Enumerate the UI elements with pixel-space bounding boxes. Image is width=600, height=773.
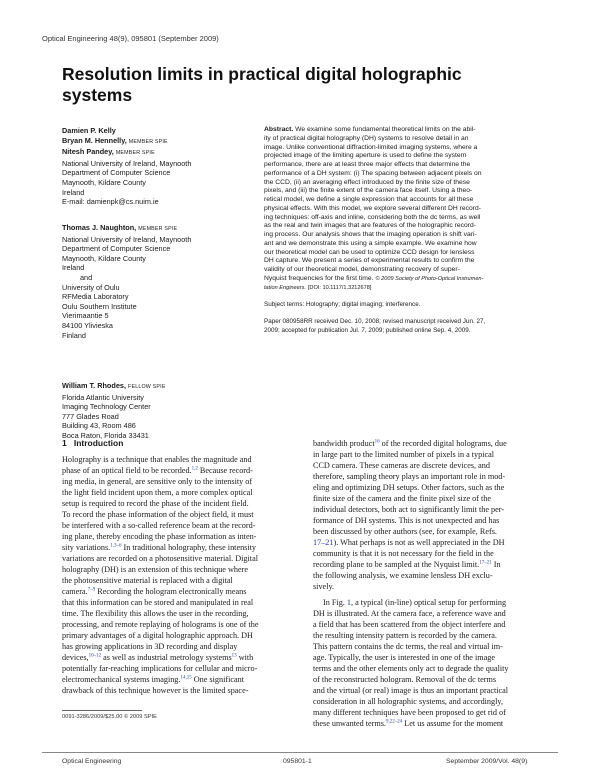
- abstract-line: as the real and twin images that are features of the holographic record-: [264, 222, 476, 230]
- body-line: the following analysis, we examine lensless DH exclu-: [313, 571, 493, 580]
- abstract-line: performance of a DH system: (i) The spacing between adjacent pixels on: [264, 169, 482, 177]
- affiliation-line: University of Oulu: [62, 282, 120, 292]
- abstract-line: validity of our theoretical model, demonstrating recovery of super-: [264, 266, 460, 273]
- body-left-column: [62, 454, 294, 696]
- abstract-label: Abstract.: [264, 126, 294, 133]
- paper-title: [62, 64, 462, 106]
- author-email[interactable]: E-mail: damienpk@cs.nuim.ie: [62, 197, 159, 207]
- body-line: 17–21). What perhaps is not as well appreciated in the DH: [313, 538, 505, 547]
- abstract-line: ing techniques: off-axis and inline, considering both the dc terms, as well: [264, 213, 481, 221]
- body-line: many different techniques have been proposed to get rid of: [313, 708, 506, 717]
- body-line: electromechanical systems imaging.$^{14,15}$ One significant: [62, 675, 244, 684]
- body-line: of the reconstructed hologram. Removal of the dc terms: [313, 675, 497, 684]
- affiliation-line: Ireland: [62, 263, 85, 273]
- body-line: potentially far-reaching implications for cellular and micro-: [62, 664, 258, 673]
- title-line-1: Resolution limits in practical digital holographic: [62, 64, 462, 84]
- subject-terms: Subject terms: Holography; digital imaging; interference.: [264, 301, 421, 308]
- affiliation-line: Finland: [62, 330, 86, 340]
- abstract-line: ing process. Our analysis shows that the imaging operation is shift vari-: [264, 231, 477, 238]
- body-line: recording plane to be sampled at the Nyquist limit.$^{17-21}$ In: [313, 560, 501, 569]
- journal-header: Optical Engineering 48(9), 095801 (September 2009): [42, 34, 219, 43]
- author-group-3: [62, 381, 166, 441]
- body-line: individual detectors, both act to significantly limit the per-: [313, 505, 505, 514]
- body-line: consideration in all holographic systems, and accordingly,: [313, 697, 504, 706]
- body-line: and the virtual (or real) image is thus an important practical: [313, 686, 509, 695]
- body-right-column: [313, 438, 549, 729]
- body-line: This pattern contains the dc terms, the real and virtual im-: [313, 642, 503, 651]
- body-line: variations are recorded on a photosensitive material. Digital: [62, 554, 258, 563]
- footer-page: 095801-1: [283, 758, 312, 765]
- affiliation-line: Building 43, Room 486: [62, 421, 136, 431]
- body-line: in large part to the limited number of pixels in a typical: [313, 450, 495, 459]
- body-line: been discussed by other authors (see, for example, Refs.: [313, 527, 497, 536]
- body-line: holography (DH) is an extension of this technique where: [62, 565, 248, 574]
- history-line: Paper 080958RR received Dec. 10, 2008; revised manuscript received Jun. 27,: [264, 318, 486, 325]
- abstract-line: retical model, we define a single expression that accounts for all these: [264, 196, 474, 203]
- doi[interactable]: [DOI: 10.1117/1.3212678]: [307, 284, 372, 291]
- body-line: these unwanted terms.$^{9,22-24}$ Let us assume for the moment: [313, 719, 504, 728]
- affiliation-line: Imaging Technology Center: [62, 402, 151, 412]
- body-line: that this information can be stored and manipulated in real: [62, 598, 254, 607]
- body-line: ing media, in general, are sensitive only to the intensity of: [62, 477, 253, 486]
- body-line: time. The flexibility this allows the user in the recording,: [62, 609, 249, 618]
- copyright-line: tation Engineers.: [264, 284, 306, 291]
- body-line: has growing applications in 3D recording and display: [62, 642, 238, 651]
- author-name: Nitesh Pandey, MEMBER SPIE: [62, 147, 155, 157]
- abstract-line: our theoretical model can be used to optimize CCD design for lensless: [264, 248, 475, 256]
- author-name: Thomas J. Naughton, MEMBER SPIE: [62, 223, 178, 232]
- abstract-line: ant and we demonstrate this using a simple example. We examine how: [264, 239, 477, 247]
- affiliation-line: Vierimaantie 5: [62, 311, 109, 321]
- abstract-line: performance, there are at least three major effects that determine the: [264, 161, 471, 168]
- abstract-line: projected image of the limiting aperture is used to define the system: [264, 152, 467, 160]
- body-line: the photosensitive material is replaced with a digital: [62, 576, 233, 585]
- paper-history: [264, 318, 485, 335]
- affiliation-line: Department of Computer Science: [62, 168, 171, 178]
- abstract-line: physical effects. With this model, we explore several different DH record-: [264, 204, 481, 212]
- section-heading: [62, 438, 123, 448]
- affiliation-line: and: [80, 272, 93, 282]
- body-line: Holography is a technique that enables the magnitude and: [62, 455, 252, 464]
- body-line: setup is required to record the phase of the incident field.: [62, 499, 249, 508]
- abstract-line: We examine some fundamental theoretical limits on the abil-: [295, 126, 476, 133]
- body-line: sively.: [313, 582, 335, 591]
- affiliation-line: Maynooth, Kildare County: [62, 177, 146, 187]
- affiliation-line: RFMedia Laboratory: [62, 292, 129, 302]
- body-line: eling and optimizing DH setups. Other factors, such as the: [313, 483, 505, 492]
- section-title: Introduction: [73, 438, 124, 448]
- body-line: processing, and remote replaying of holograms is one of the: [62, 620, 259, 629]
- body-line: therefore, sampling theory plays an important role in mod-: [313, 472, 506, 481]
- body-line: terms and the other elements only act to degrade the quality: [313, 664, 509, 673]
- affiliation-line: Maynooth, Kildare County: [62, 253, 146, 263]
- footer-rule: [42, 752, 558, 753]
- body-line: a field that has been scattered from the object interfere and: [313, 620, 506, 629]
- body-line: the resulting intensity pattern is recorded by the camera.: [313, 631, 497, 640]
- author-group-2: [62, 223, 191, 340]
- abstract-line: Nyquist frequencies for the first time.: [264, 274, 374, 282]
- body-line: drawback of this technique however is the limited space-: [62, 686, 249, 695]
- body-line: phase of an optical field to be recorded.$^{1,2}$ Because record-: [62, 466, 253, 475]
- affiliation-line: National University of Ireland, Maynooth: [62, 234, 192, 244]
- author-name: William T. Rhodes, FELLOW SPIE: [62, 381, 166, 390]
- body-line: community is that it is not necessary for the field in the: [313, 549, 494, 558]
- footnote-rule: [62, 710, 142, 711]
- abstract-line: DH capture. We present a series of experimental results to confirm the: [264, 257, 475, 265]
- body-line: formance of DH systems. This is not unexpected and has: [313, 516, 500, 525]
- body-line: devices,$^{10-12}$ as well as industrial metrology systems$^{13}$ with: [62, 653, 254, 662]
- body-line: camera.$^{7-9}$ Recording the hologram electronically means: [62, 587, 247, 596]
- body-line: be interfered with a so-called reference beam at the record-: [62, 521, 256, 530]
- body-line: age. Typically, the user is interested in one of the image: [313, 653, 495, 662]
- body-line: bandwidth product$^{16}$ of the recorded digital holograms, due: [313, 439, 507, 448]
- author-name: Damien P. Kelly: [62, 126, 116, 135]
- footer-journal: Optical Engineering: [62, 758, 122, 765]
- section-number: 1: [62, 438, 67, 448]
- body-line: CCD camera. These cameras are discrete devices, and: [313, 461, 490, 470]
- affiliation-line: 777 Glades Road: [62, 411, 119, 421]
- body-line: DH is illustrated. At the camera face, a reference wave and: [313, 609, 506, 618]
- body-line: To record the phase information of the object field, it must: [62, 510, 254, 519]
- body-line: ing plane, thereby encoding the phase information as inten-: [62, 532, 257, 541]
- footnote: 0091-3286/2009/$25.00 © 2009 SPIE: [62, 714, 157, 720]
- abstract: [264, 126, 550, 292]
- body-line: In Fig. 1, a typical (in-line) optical setup for performing: [323, 598, 507, 607]
- affiliation-line: 84100 Ylivieska: [62, 320, 113, 330]
- body-line: the light field incident upon them, a more complex optical: [62, 488, 253, 497]
- affiliation-line: Boca Raton, Florida 33431: [62, 430, 149, 440]
- copyright-line: © 2009 Society of Photo-Optical Instrumen-: [375, 275, 484, 282]
- author-name: Bryan M. Hennelly, MEMBER SPIE: [62, 135, 168, 145]
- footer-issue: September 2009/Vol. 48(9): [446, 758, 528, 765]
- author-group-1: [62, 126, 191, 207]
- abstract-line: image. Unlike conventional diffraction-limited imaging systems, where a: [264, 143, 478, 151]
- affiliation-line: Department of Computer Science: [62, 244, 171, 254]
- affiliation-line: Ireland: [62, 187, 85, 197]
- body-line: sity variations.$^{1,3-6}$ In traditional holography, these intensity: [62, 543, 257, 552]
- body-line: primary advantages of a digital holographic approach. DH: [62, 631, 253, 640]
- title-line-2: systems: [62, 85, 133, 105]
- affiliation-line: National University of Ireland, Maynooth: [62, 158, 192, 168]
- abstract-line: the CCD, (ii) an averaging effect introduced by the finite size of these: [264, 178, 470, 186]
- abstract-line: ity of practical digital holography (DH) systems to resolve detail in an: [264, 134, 469, 142]
- abstract-line: pixels, and (iii) the finite extent of the camera face itself. Using a theo-: [264, 187, 473, 195]
- history-line: 2009; accepted for publication Jul. 7, 2009; published online Sep. 4, 2009.: [264, 326, 471, 334]
- body-line: finite size of the camera and the finite pixel size of the: [313, 494, 492, 503]
- affiliation-line: Florida Atlantic University: [62, 392, 144, 402]
- affiliation-line: Oulu Southern Institute: [62, 301, 137, 311]
